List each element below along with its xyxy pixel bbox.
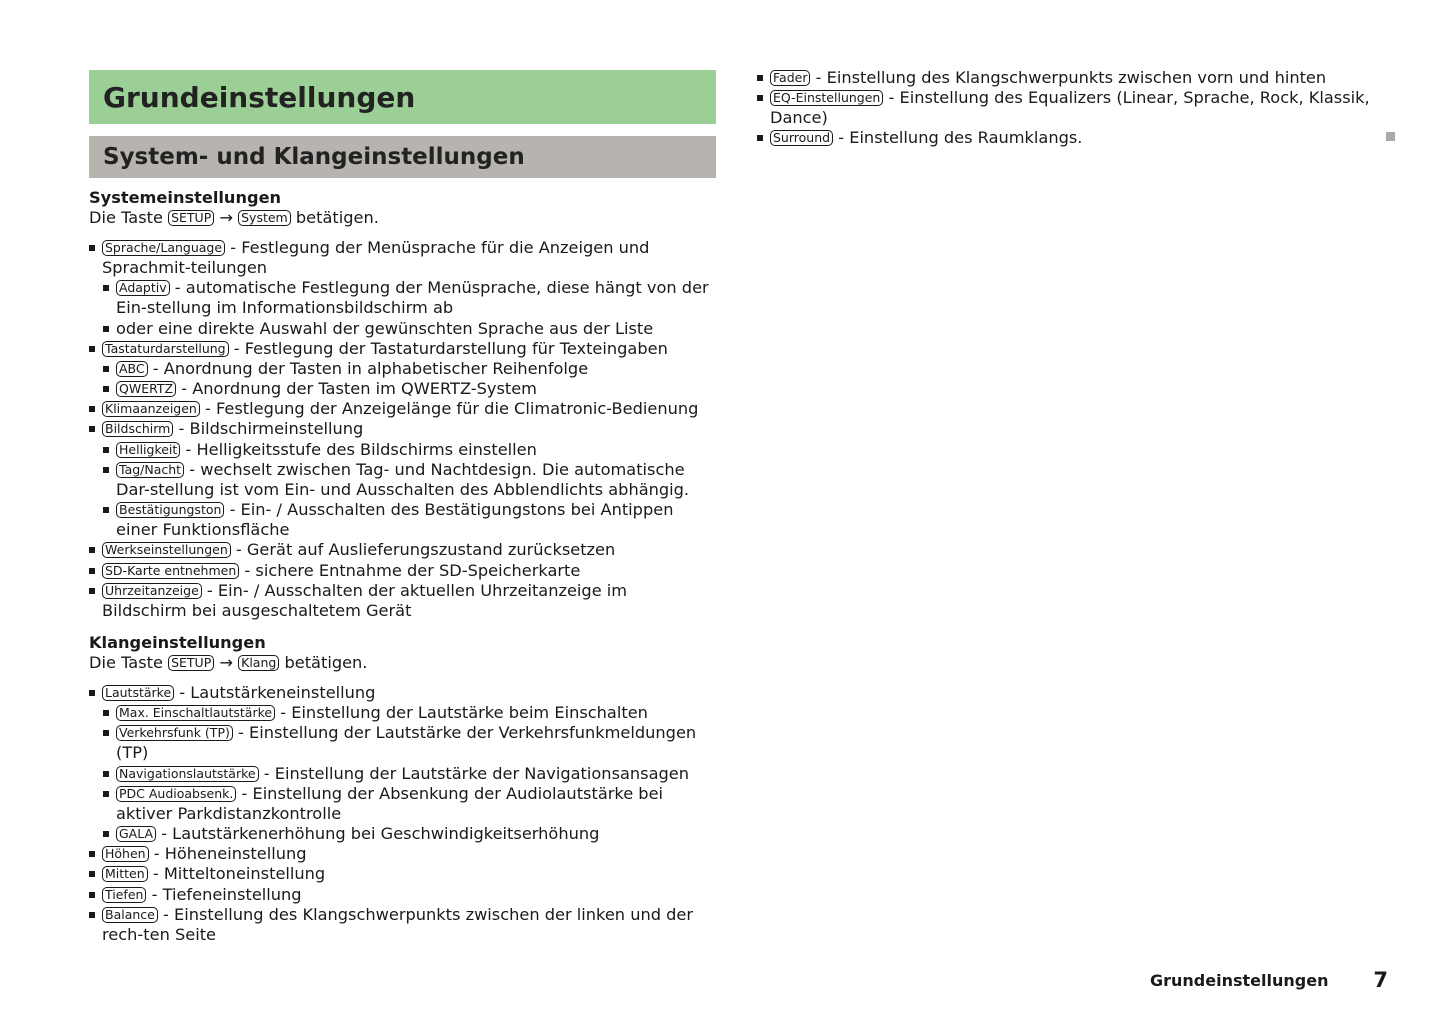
item-text: - Gerät auf Auslieferungszustand zurücksetzen [230, 540, 616, 560]
intro-suffix: betätigen. [295, 208, 379, 227]
sound-settings-list [89, 683, 716, 945]
intro-suffix: betätigen. [284, 652, 368, 672]
key-uhrzeit: Uhrzeitanzeige [102, 583, 202, 599]
list-item-hoehen [89, 844, 716, 864]
list-item-navigation [89, 764, 716, 784]
item-text: - Anordnung der Tasten in alphabetischer Reihenfolge [147, 358, 589, 378]
system-key: System [238, 210, 291, 226]
key-fader: Fader [770, 70, 810, 86]
bullet-icon [103, 447, 109, 453]
sound-heading: Klangeinstellungen [89, 632, 266, 652]
list-item-tastatur [89, 339, 716, 359]
bullet-icon [103, 771, 109, 777]
key-helligkeit: Helligkeit [116, 442, 180, 458]
list-item-tiefen [89, 885, 716, 905]
bullet-icon [103, 730, 109, 736]
item-text: - Lautstärkeneinstellung [174, 682, 376, 702]
bullet-icon [103, 386, 109, 392]
list-item-balance [89, 905, 716, 945]
list-item-pdc [89, 784, 716, 824]
item-text: - automatische Festlegung der Menüsprache, diese hängt von der Ein-stellung im Informationsbildschirm ab [116, 278, 709, 318]
item-text: - sichere Entnahme der SD-Speicherkarte [239, 560, 581, 580]
sound-settings-list-continued [757, 68, 1377, 149]
list-item-eq [757, 88, 1377, 128]
item-text: - Festlegung der Anzeigelänge für die Climatronic-Bedienung [199, 399, 699, 419]
item-text: - Ein- / Ausschalten des Bestätigungstons bei Antippen einer Funktionsfläche [116, 500, 674, 540]
list-item-mitten [89, 864, 716, 884]
intro-prefix: Die Taste [89, 208, 169, 227]
intro-prefix: Die Taste [89, 652, 169, 672]
list-item-direkte-auswahl [89, 319, 716, 339]
bullet-icon [89, 892, 95, 898]
key-lautstaerke: Lautstärke [102, 685, 174, 701]
key-tiefen: Tiefen [102, 887, 146, 903]
key-pdc: PDC Audioabsenk. [116, 786, 236, 802]
list-item-gala [89, 824, 716, 844]
list-item-helligkeit [89, 440, 716, 460]
left-column [89, 70, 716, 945]
key-abc: ABC [116, 361, 148, 377]
key-surround: Surround [770, 130, 833, 146]
key-werkseinstellungen: Werkseinstellungen [102, 542, 231, 558]
right-column [757, 68, 1377, 149]
bullet-icon [89, 851, 95, 857]
list-item-sd-karte [89, 561, 716, 581]
key-hoehen: Höhen [102, 846, 149, 862]
item-text: - Anordnung der Tasten im QWERTZ-System [176, 379, 537, 399]
arrow: → [219, 208, 233, 227]
item-text: - Einstellung des Equalizers (Linear, Sprache, Rock, Klassik, Dance) [770, 88, 1370, 128]
bullet-icon [89, 912, 95, 918]
item-text: - wechselt zwischen Tag- und Nachtdesign. Die automatische Dar-stellung ist vom Ein- und Ausschalten des Abblendlichts abhängig. [116, 459, 690, 499]
item-text: - Festlegung der Tastaturdarstellung für Texteingaben [228, 338, 668, 358]
item-text: - Bildschirmeinstellung [173, 419, 364, 439]
key-navigation: Navigationslautstärke [116, 766, 259, 782]
key-sd-karte: SD-Karte entnehmen [102, 563, 239, 579]
item-text: - Einstellung der Lautstärke beim Einschalten [275, 703, 648, 723]
bullet-icon [757, 135, 763, 141]
key-sprache: Sprache/Language [102, 240, 225, 256]
item-text: oder eine direkte Auswahl der gewünschten Sprache aus der Liste [116, 318, 654, 338]
bullet-icon [89, 346, 95, 352]
key-klima: Klimaanzeigen [102, 401, 200, 417]
list-item-bestaetigungston [89, 500, 716, 540]
bullet-icon [103, 831, 109, 837]
list-item-abc [89, 359, 716, 379]
item-text: - Höheneinstellung [148, 844, 307, 864]
bullet-icon [103, 791, 109, 797]
item-text: - Einstellung der Lautstärke der Verkehrsfunkmeldungen (TP) [116, 723, 697, 763]
list-item-klima [89, 399, 716, 419]
item-text: - Einstellung des Raumklangs. [833, 128, 1083, 148]
key-mitten: Mitten [102, 866, 148, 882]
list-item-lautstaerke [89, 683, 716, 703]
page-number: 7 [1373, 968, 1388, 992]
list-item-max-einschalt [89, 703, 716, 723]
bullet-icon [89, 588, 95, 594]
bullet-icon [103, 467, 109, 473]
key-balance: Balance [102, 907, 158, 923]
setup-key: SETUP [168, 655, 214, 671]
bullet-icon [757, 75, 763, 81]
list-item-fader [757, 68, 1377, 88]
item-text: - Einstellung des Klangschwerpunkts zwischen vorn und hinten [810, 68, 1327, 87]
bullet-icon [103, 507, 109, 513]
item-text: - Tiefeneinstellung [146, 884, 302, 904]
key-bildschirm: Bildschirm [102, 421, 173, 437]
system-intro [89, 208, 716, 228]
arrow: → [219, 652, 233, 672]
key-tastatur: Tastaturdarstellung [102, 341, 229, 357]
item-text: - Festlegung der Menüsprache für die Anzeigen und Sprachmit-teilungen [102, 238, 650, 278]
key-tag-nacht: Tag/Nacht [116, 462, 184, 478]
bullet-icon [89, 568, 95, 574]
sound-intro [89, 653, 716, 673]
key-bestaetigungston: Bestätigungston [116, 502, 224, 518]
bullet-icon [103, 326, 109, 332]
list-item-bildschirm [89, 419, 716, 439]
key-adaptiv: Adaptiv [116, 280, 170, 296]
item-text: - Einstellung der Lautstärke der Navigationsansagen [258, 763, 690, 783]
setup-key: SETUP [168, 210, 214, 226]
list-item-surround [757, 128, 1377, 148]
list-item-qwertz [89, 379, 716, 399]
item-text: - Lautstärkenerhöhung bei Geschwindigkeitserhöhung [156, 824, 600, 844]
system-settings-list [89, 238, 716, 621]
bullet-icon [89, 690, 95, 696]
bullet-icon [89, 426, 95, 432]
item-text: - Einstellung des Klangschwerpunkts zwischen der linken und der rech-ten Seite [102, 904, 694, 944]
item-text: - Helligkeitsstufe des Bildschirms einstellen [180, 439, 537, 459]
key-max-einschalt: Max. Einschaltlautstärke [116, 705, 275, 721]
key-qwertz: QWERTZ [116, 381, 176, 397]
list-item-verkehrsfunk [89, 723, 716, 763]
item-text: - Mitteltoneinstellung [147, 864, 326, 884]
key-eq: EQ-Einstellungen [770, 90, 883, 106]
system-heading: Systemeinstellungen [89, 188, 282, 207]
item-text: - Ein- / Ausschalten der aktuellen Uhrzeitanzeige im Bildschirm bei ausgeschaltetem Gerät [102, 580, 628, 620]
section-end-marker-icon [1386, 132, 1395, 141]
list-item-sprache [89, 238, 716, 278]
section-title: System- und Klangeinstellungen [89, 136, 716, 178]
klang-key: Klang [238, 655, 279, 671]
bullet-icon [89, 406, 95, 412]
key-verkehrsfunk: Verkehrsfunk (TP) [116, 725, 233, 741]
chapter-title: Grundeinstellungen [89, 70, 716, 124]
list-item-uhrzeit [89, 581, 716, 621]
footer-section-name: Grundeinstellungen [1150, 971, 1329, 990]
bullet-icon [89, 547, 95, 553]
item-text: - Einstellung der Absenkung der Audiolautstärke bei aktiver Parkdistanzkontrolle [116, 783, 664, 823]
bullet-icon [757, 95, 763, 101]
bullet-icon [103, 710, 109, 716]
bullet-icon [89, 871, 95, 877]
bullet-icon [89, 245, 95, 251]
bullet-icon [103, 285, 109, 291]
list-item-adaptiv [89, 278, 716, 318]
list-item-werkseinstellungen [89, 540, 716, 560]
list-item-tag-nacht [89, 460, 716, 500]
key-gala: GALA [116, 826, 156, 842]
bullet-icon [103, 366, 109, 372]
